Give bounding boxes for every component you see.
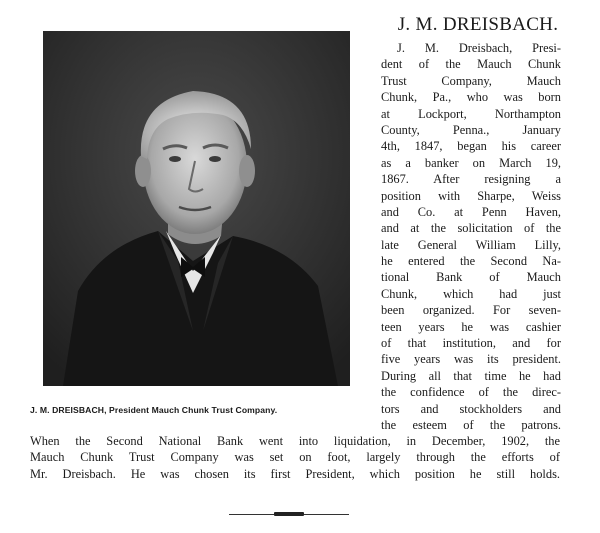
- column-line: five years was its president.: [381, 352, 561, 367]
- column-line: he entered the Second Na-: [381, 254, 561, 269]
- column-line: tional Bank of Mauch: [381, 270, 561, 285]
- column-line: the esteem of the patrons.: [381, 417, 561, 432]
- column-line: Chunk, Pa., who was born: [381, 90, 561, 105]
- body-line: Mauch Chunk Trust Company was set on foot, largely through the efforts of: [30, 450, 560, 465]
- column-line: the confidence of the direc-: [381, 385, 561, 400]
- column-line: of that institution, and for: [381, 336, 561, 351]
- column-line: Chunk, which had just: [381, 286, 561, 301]
- photo-caption: J. M. DREISBACH, President Mauch Chunk Trust Company.: [30, 405, 278, 415]
- column-line: and Co. at Penn Haven,: [381, 204, 561, 219]
- column-line: late General William Lilly,: [381, 237, 561, 252]
- column-line: Trust Company, Mauch: [381, 73, 561, 88]
- column-line: During all that time he had: [381, 368, 561, 383]
- body-line: Mr. Dreisbach. He was chosen its first President, which position he still holds.: [30, 466, 560, 481]
- column-line: 1867. After resigning a: [381, 172, 561, 187]
- divider-center-mark: [274, 512, 304, 516]
- portrait-illustration: [43, 31, 350, 386]
- column-line: been organized. For seven-: [381, 303, 561, 318]
- section-divider-rule: [229, 510, 349, 518]
- full-width-text: [30, 433, 560, 482]
- column-line: as a banker on March 19,: [381, 155, 561, 170]
- column-line: at Lockport, Northampton: [381, 106, 561, 121]
- column-line: position with Sharpe, Weiss: [381, 188, 561, 203]
- column-line: dent of the Mauch Chunk: [381, 57, 561, 72]
- column-line: 4th, 1847, began his career: [381, 139, 561, 154]
- article-heading: J. M. DREISBACH.: [397, 14, 559, 35]
- column-line: teen years he was cashier: [381, 319, 561, 334]
- column-line: tors and stockholders and: [381, 401, 561, 416]
- body-line: When the Second National Bank went into liquidation, in December, 1902, the: [30, 434, 560, 448]
- column-line: and at the solicitation of the: [381, 221, 561, 236]
- column-line: J. M. Dreisbach, Presi-: [397, 41, 561, 55]
- column-line: County, Penna., January: [381, 122, 561, 137]
- portrait-photo: [43, 31, 350, 386]
- column-text: [381, 40, 561, 433]
